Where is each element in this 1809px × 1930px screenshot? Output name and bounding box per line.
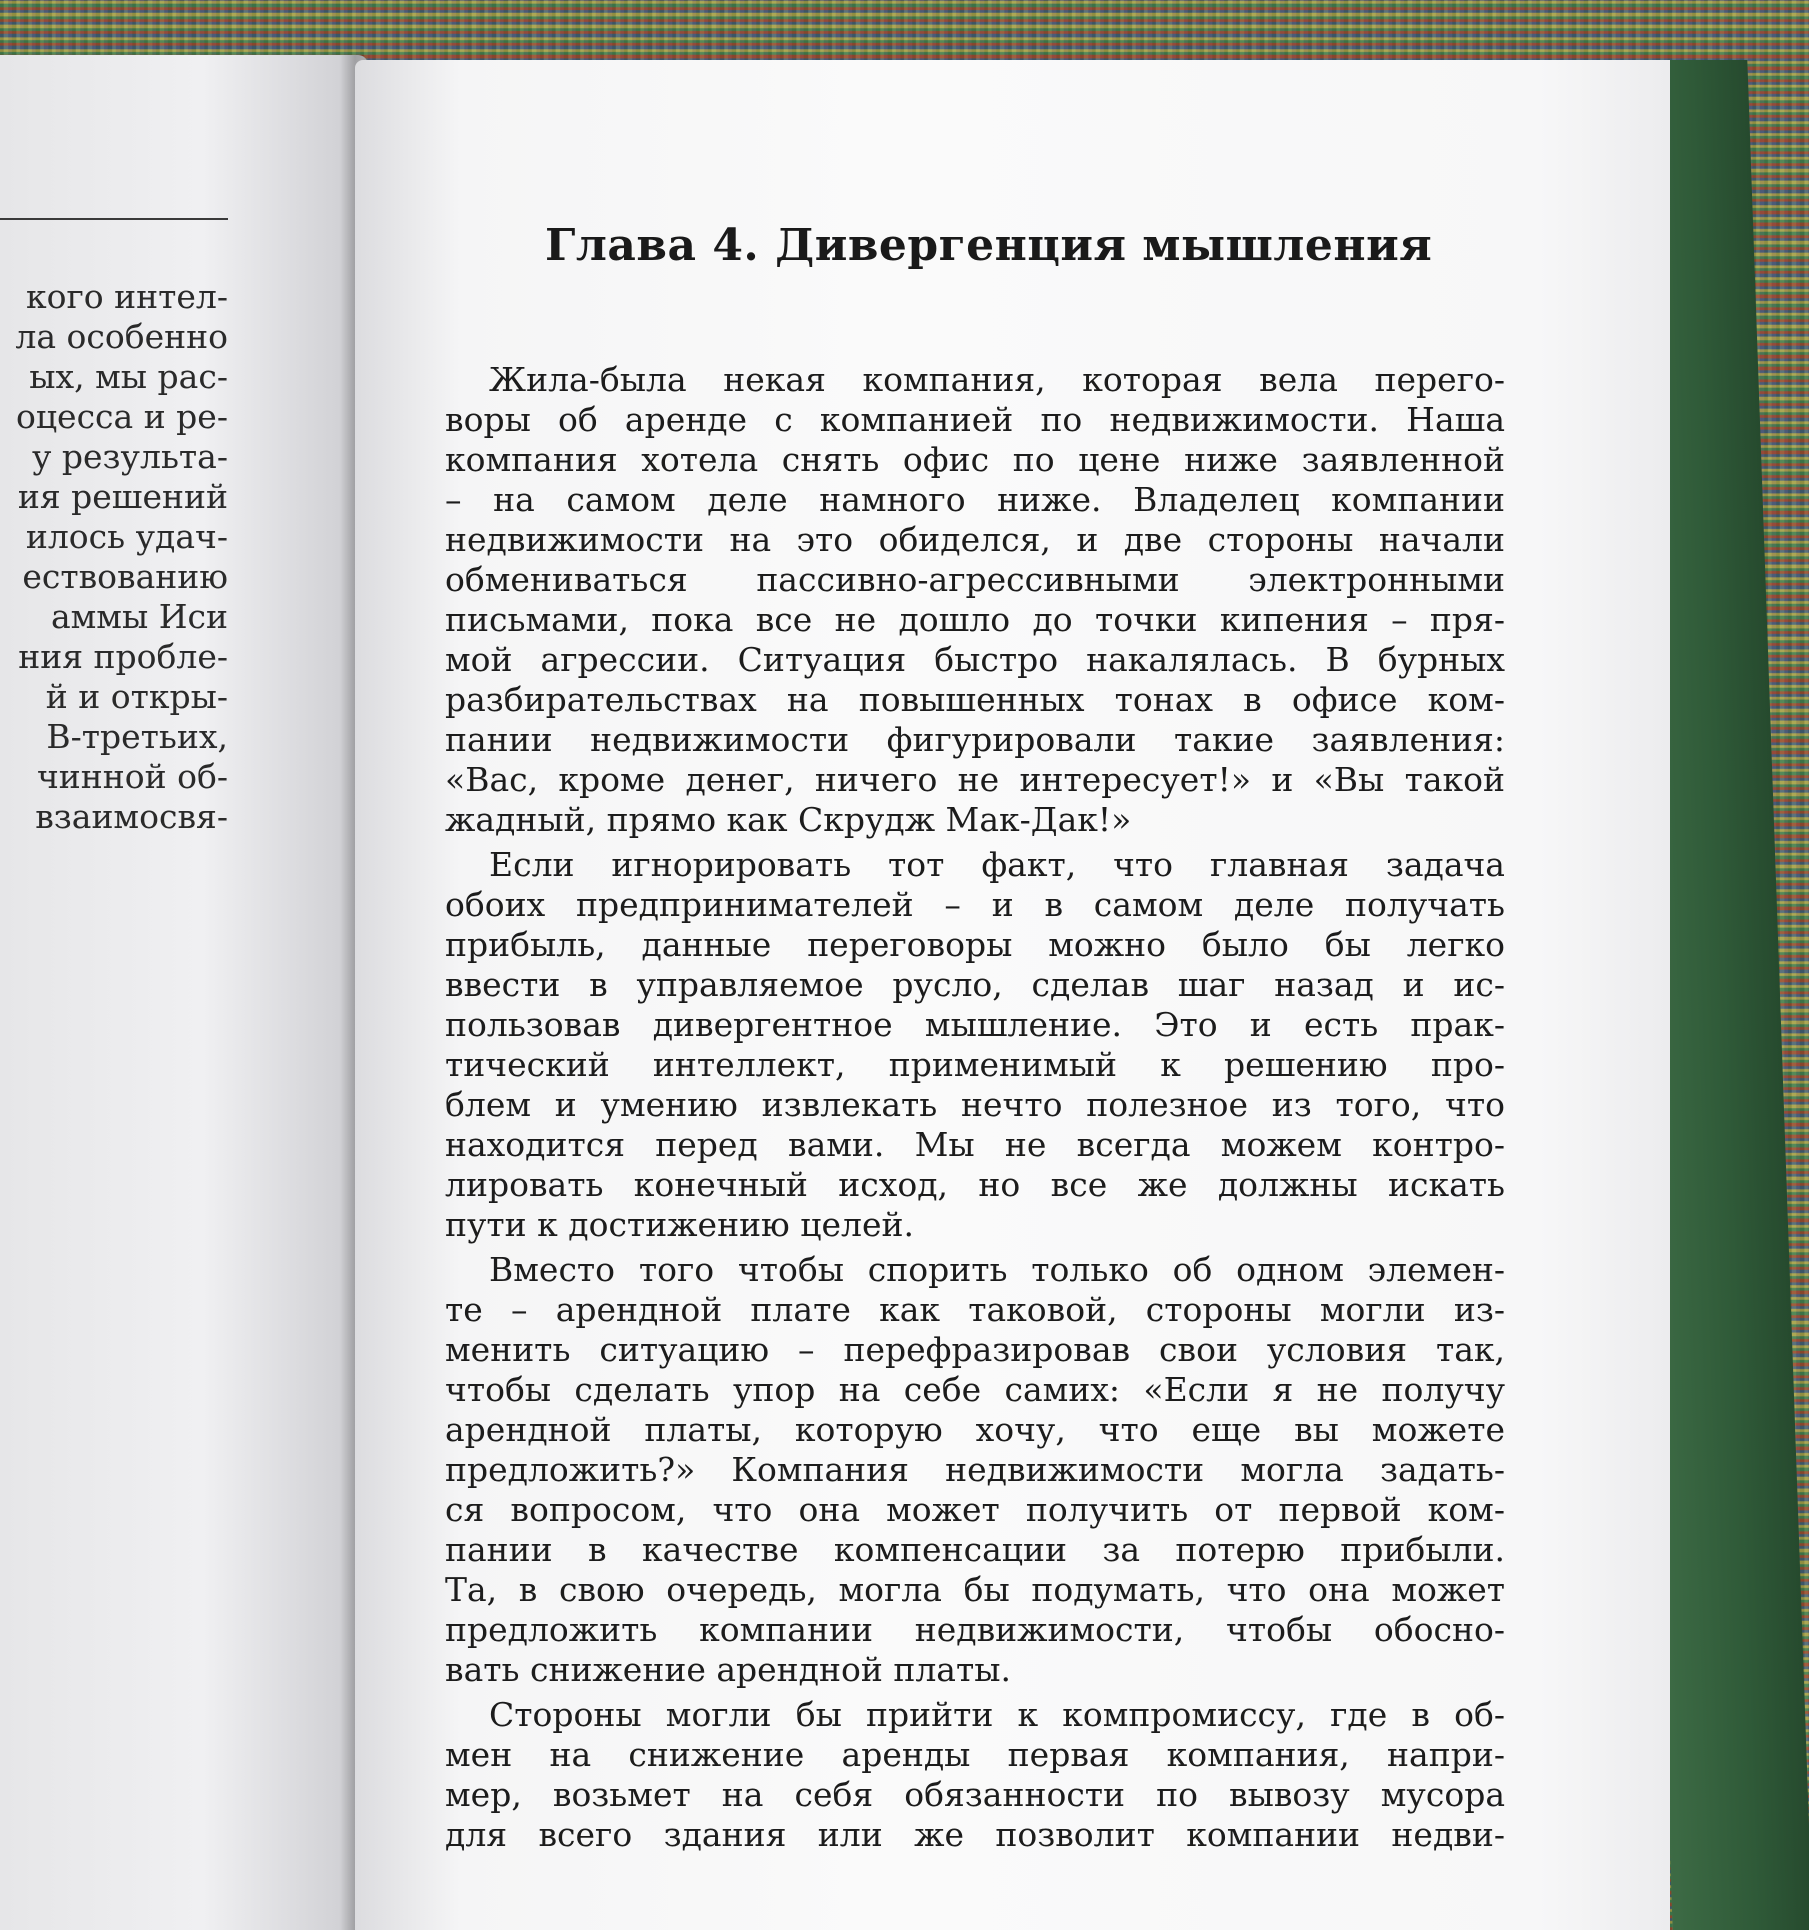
left-text-line: В-третьих, — [46, 717, 228, 756]
left-text-line: чинной об- — [36, 757, 228, 796]
text-line: Жила-была некая компания, которая вела перего- — [489, 360, 1505, 399]
left-text-line: оцесса и ре- — [15, 397, 228, 436]
text-line: Та, в свою очередь, могла бы подумать, что она может — [445, 1570, 1505, 1609]
text-line: прибыль, данные переговоры можно было бы легко — [445, 925, 1505, 964]
paragraph — [445, 1695, 1505, 1855]
text-line: ся вопросом, что она может получить от первой ком- — [445, 1490, 1505, 1529]
text-line: лировать конечный исход, но все же должны искать — [445, 1165, 1505, 1204]
left-text-line: аммы Иси — [50, 597, 228, 636]
left-text-line: ых, мы рас- — [29, 357, 228, 396]
text-line: ввести в управляемое русло, сделав шаг назад и ис- — [445, 965, 1505, 1004]
right-page — [355, 60, 1670, 1930]
left-text-line: й и откры- — [45, 677, 228, 716]
header-rule — [0, 218, 228, 220]
text-line: менить ситуацию – перефразировав свои условия так, — [445, 1330, 1505, 1369]
paragraph — [445, 845, 1505, 1245]
text-line: мер, возьмет на себя обязанности по вывозу мусора — [445, 1775, 1505, 1814]
text-line: пользовав дивергентное мышление. Это и есть прак- — [445, 1005, 1505, 1044]
text-line: мой агрессии. Ситуация быстро накалялась. В бурных — [445, 640, 1505, 679]
text-line: пании в качестве компенсации за потерю прибыли. — [445, 1530, 1505, 1569]
text-line: – на самом деле намного ниже. Владелец компании — [445, 480, 1505, 519]
left-page-text — [0, 277, 228, 837]
text-line: для всего здания или же позволит компании недви- — [445, 1815, 1505, 1854]
text-line: вать снижение арендной платы. — [445, 1650, 1011, 1689]
text-line: тический интеллект, применимый к решению про- — [445, 1045, 1505, 1084]
text-line: недвижимости на это обиделся, и две стороны начали — [445, 520, 1505, 559]
text-line: компания хотела снять офис по цене ниже заявленной — [445, 440, 1505, 479]
text-line: Стороны могли бы прийти к компромиссу, где в об- — [489, 1695, 1505, 1734]
left-text-line: ла особенно — [15, 317, 228, 356]
left-text-line: кого интел- — [25, 277, 228, 316]
text-line: мен на снижение аренды первая компания, напри- — [445, 1735, 1505, 1774]
paragraph — [445, 360, 1505, 840]
left-page — [0, 55, 368, 1930]
text-line: «Вас, кроме денег, ничего не интересует!» и «Вы такой — [445, 760, 1505, 799]
text-line: чтобы сделать упор на себе самих: «Если я не получу — [445, 1370, 1505, 1409]
text-line: Если игнорировать тот факт, что главная задача — [489, 845, 1505, 884]
text-line: находится перед вами. Мы не всегда можем контро- — [445, 1125, 1505, 1164]
text-line: воры об аренде с компанией по недвижимости. Наша — [445, 400, 1505, 439]
left-text-line: илось удач- — [25, 517, 228, 556]
chapter-body — [445, 360, 1505, 1860]
text-line: те – арендной плате как таковой, стороны могли из- — [445, 1290, 1505, 1329]
text-line: блем и умению извлекать нечто полезное из того, что — [445, 1085, 1505, 1124]
left-text-line: взаимосвя- — [35, 797, 228, 836]
text-line: обоих предпринимателей – и в самом деле получать — [445, 885, 1505, 924]
paragraph — [445, 1250, 1505, 1690]
left-text-line: ествованию — [22, 557, 228, 596]
text-line: пути к достижению целей. — [445, 1205, 915, 1244]
text-line: пании недвижимости фигурировали такие заявления: — [445, 720, 1505, 759]
chapter-title: Глава 4. Дивергенция мышления — [545, 220, 1433, 271]
text-line: Вместо того чтобы спорить только об одном элемен- — [489, 1250, 1505, 1289]
text-line: предложить?» Компания недвижимости могла задать- — [445, 1450, 1505, 1489]
text-line: арендной платы, которую хочу, что еще вы можете — [445, 1410, 1505, 1449]
text-line: разбирательствах на повышенных тонах в офисе ком- — [445, 680, 1505, 719]
text-line: письмами, пока все не дошло до точки кипения – пря- — [445, 600, 1505, 639]
left-text-line: у результа- — [32, 437, 228, 476]
text-line: жадный, прямо как Скрудж Мак-Дак!» — [445, 800, 1132, 839]
text-line: предложить компании недвижимости, чтобы обосно- — [445, 1610, 1505, 1649]
text-line: обмениваться пассивно-агрессивными электронными — [445, 560, 1505, 599]
left-text-line: ния пробле- — [18, 637, 228, 676]
left-text-line: ия решений — [17, 477, 228, 516]
